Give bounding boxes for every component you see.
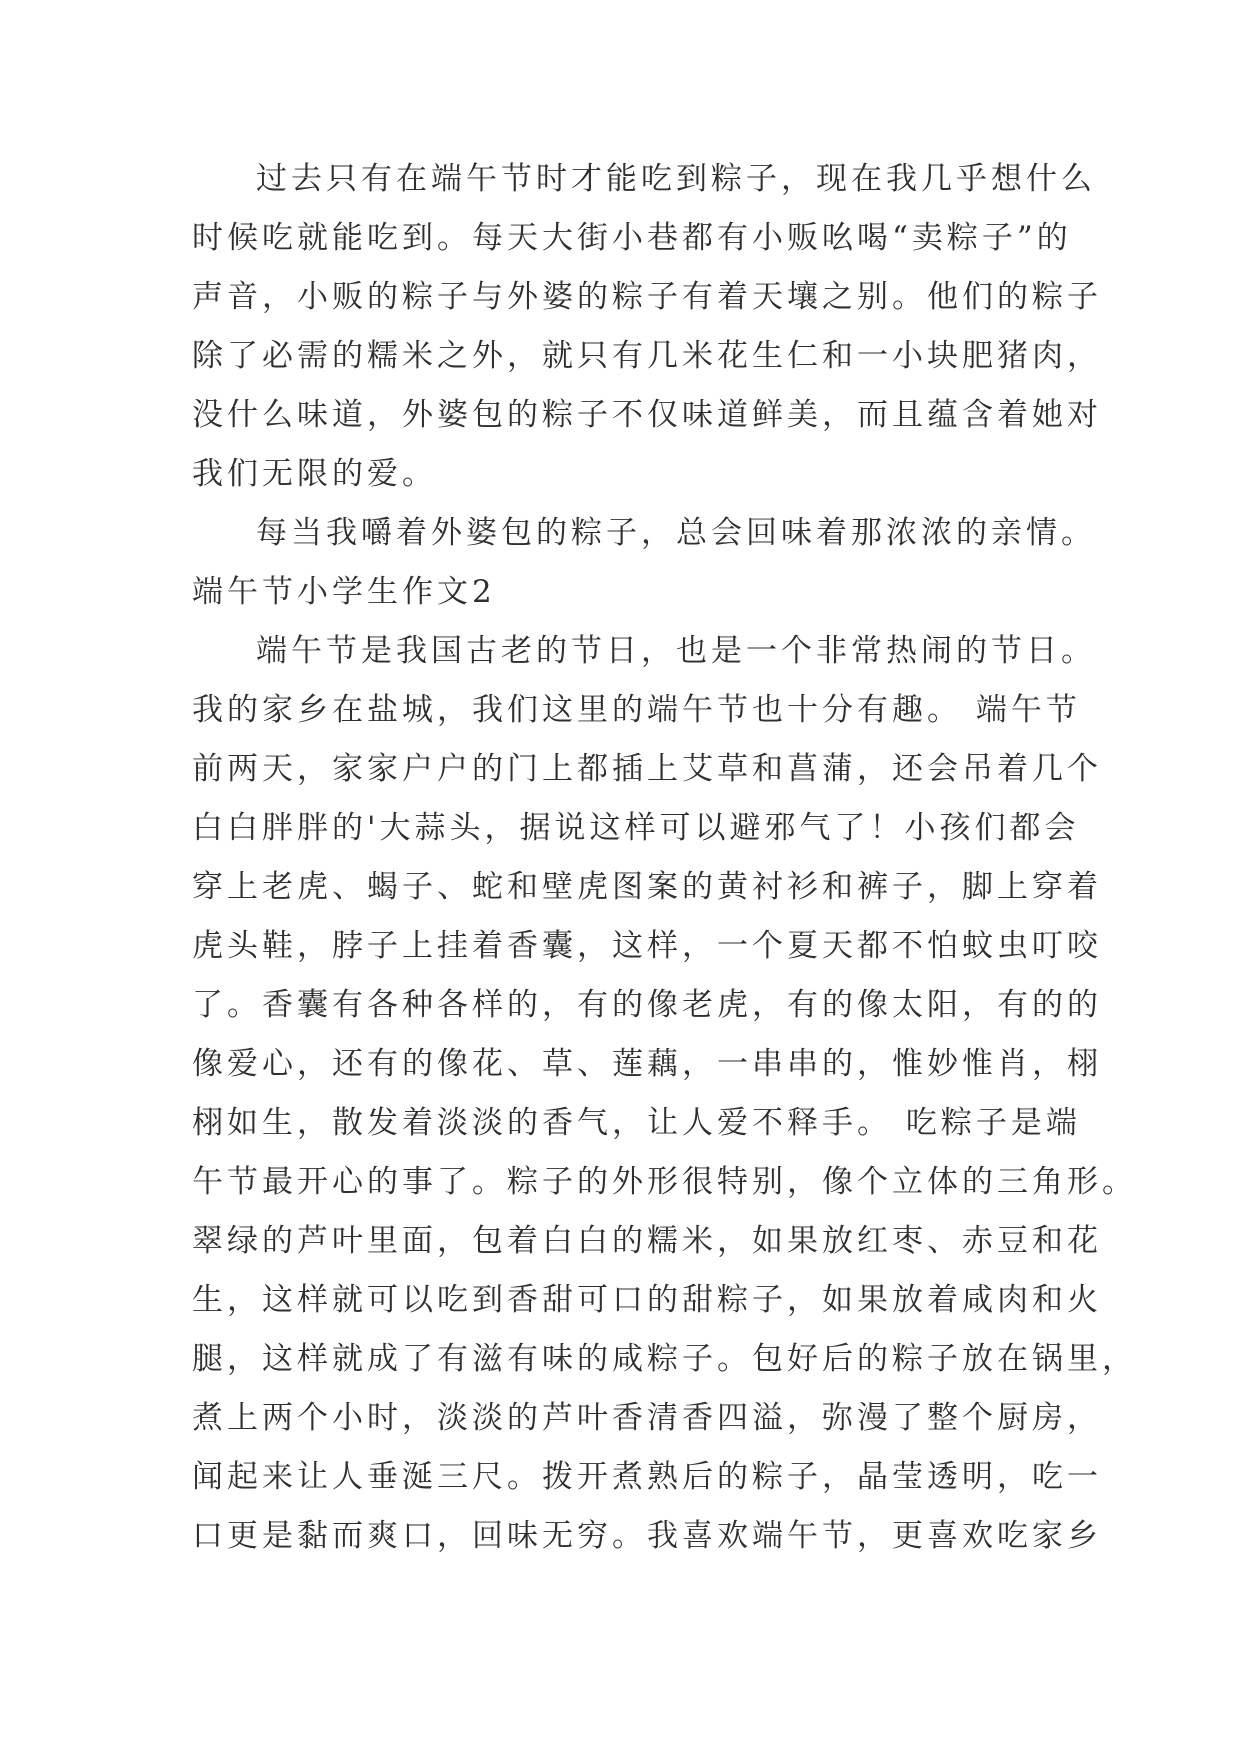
text-line: 端午节是我国古老的节日，也是一个非常热闹的节日。 bbox=[256, 633, 1096, 669]
text-line: 闻起来让人垂涎三尺。拨开煮熟后的粽子，晶莹透明，吃一 bbox=[192, 1459, 1102, 1495]
text-line: 像爱心，还有的像花、草、莲藕，一串串的，惟妙惟肖，栩 bbox=[192, 1046, 1102, 1082]
text-line: 过去只有在端午节时才能吃到粽子，现在我几乎想什么 bbox=[256, 161, 1096, 197]
text-line: 生，这样就可以吃到香甜可口的甜粽子，如果放着咸肉和火 bbox=[192, 1282, 1102, 1318]
essay-section-title: 端午节小学生作文2 bbox=[192, 574, 496, 610]
text-line: 声音，小贩的粽子与外婆的粽子有着天壤之别。他们的粽子 bbox=[192, 279, 1102, 315]
text-line: 口更是黏而爽口，回味无穷。我喜欢端午节，更喜欢吃家乡 bbox=[192, 1518, 1102, 1554]
text-line: 我的家乡在盐城，我们这里的端午节也十分有趣。 端午节 bbox=[192, 692, 1081, 728]
text-line: 我们无限的爱。 bbox=[192, 456, 437, 492]
text-line: 虎头鞋，脖子上挂着香囊，这样，一个夏天都不怕蚊虫叮咬 bbox=[192, 928, 1102, 964]
text-line: 煮上两个小时，淡淡的芦叶香清香四溢，弥漫了整个厨房， bbox=[192, 1400, 1102, 1436]
text-line: 没什么味道，外婆包的粽子不仅味道鲜美，而且蕴含着她对 bbox=[192, 397, 1102, 433]
text-line: 午节最开心的事了。粽子的外形很特别，像个立体的三角形。 bbox=[192, 1164, 1137, 1200]
text-line: 了。香囊有各种各样的，有的像老虎，有的像太阳，有的的 bbox=[192, 987, 1102, 1023]
text-line: 前两天，家家户户的门上都插上艾草和菖蒲，还会吊着几个 bbox=[192, 751, 1102, 787]
text-line: 栩如生，散发着淡淡的香气，让人爱不释手。 吃粽子是端 bbox=[192, 1105, 1081, 1141]
text-line: 白白胖胖的'大蒜头，据说这样可以避邪气了！小孩们都会 bbox=[192, 810, 1080, 846]
text-line: 腿，这样就成了有滋有味的咸粽子。包好后的粽子放在锅里， bbox=[192, 1341, 1137, 1377]
text-line: 每当我嚼着外婆包的粽子，总会回味着那浓浓的亲情。 bbox=[256, 515, 1096, 551]
text-line: 时候吃就能吃到。每天大街小巷都有小贩吆喝“卖粽子”的 bbox=[192, 220, 1072, 256]
text-line: 翠绿的芦叶里面，包着白白的糯米，如果放红枣、赤豆和花 bbox=[192, 1223, 1102, 1259]
essay-body bbox=[192, 150, 1137, 1566]
text-line: 穿上老虎、蝎子、蛇和壁虎图案的黄衬衫和裤子，脚上穿着 bbox=[192, 869, 1102, 905]
text-line: 除了必需的糯米之外，就只有几米花生仁和一小块肥猪肉， bbox=[192, 338, 1102, 374]
